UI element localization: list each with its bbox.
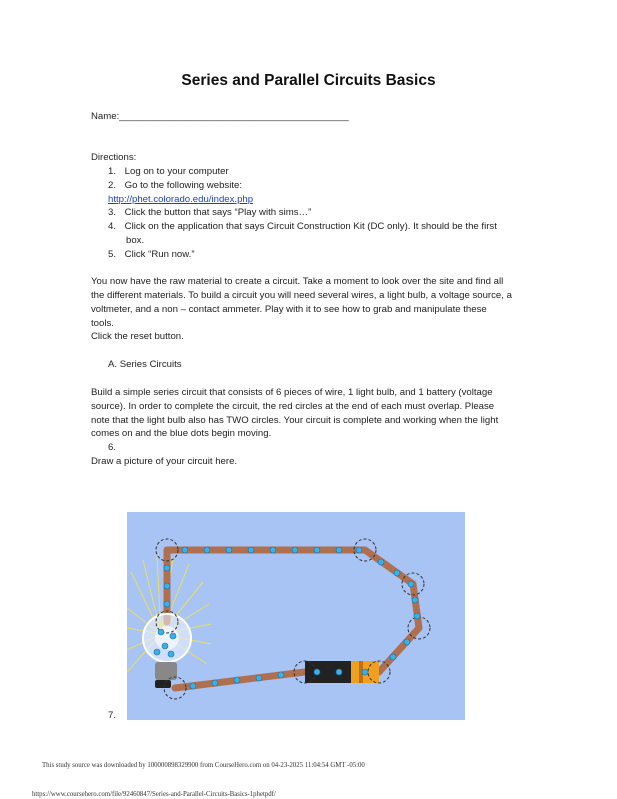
series-line: source). In order to complete the circuit, the red circles at the end of each must overlap. Please <box>91 401 495 412</box>
circuit-screenshot <box>127 512 465 720</box>
step-3 <box>108 206 311 220</box>
section-a-heading: A. Series Circuits <box>108 359 182 370</box>
step-1 <box>108 165 229 179</box>
item-6: 6. <box>108 442 117 453</box>
series-line: Build a simple series circuit that consists of 6 pieces of wire, 1 light bulb, and 1 battery (voltage <box>91 387 493 398</box>
step-4-continuation: box. <box>126 235 145 246</box>
intro-line: tools. <box>91 318 114 329</box>
footer-url-line: https://www.coursehero.com/file/92460847/Series-and-Parallel-Circuits-Basics-1phetpdf/ <box>32 790 276 798</box>
step-4 <box>108 220 497 234</box>
website-row <box>108 193 253 207</box>
intro-line: the different materials. To build a circuit you will need several wires, a light bulb, a voltage source, a <box>91 290 512 301</box>
step-2 <box>108 179 242 193</box>
document-title: Series and Parallel Circuits Basics <box>181 72 436 89</box>
step-text: Log on to your computer <box>124 166 229 177</box>
item-7: 7. <box>108 710 117 721</box>
intro-line: You now have the raw material to create a circuit. Take a moment to look over the site and find all <box>91 276 504 287</box>
step-number: 2. <box>108 180 117 191</box>
intro-line: Click the reset button. <box>91 331 184 342</box>
footer-source-line: This study source was downloaded by 100000898329900 from CourseHero.com on 04-23-2025 11:04:54 GMT -05:00 <box>42 761 365 769</box>
series-line: note that the light bulb also has TWO circles. Your circuit is complete and working when the light <box>91 415 499 426</box>
battery-body <box>305 661 351 683</box>
step-5 <box>108 248 195 262</box>
step-text: Click on the application that says Circuit Construction Kit (DC only). It should be the first <box>124 221 497 232</box>
step-number: 5. <box>108 249 117 260</box>
draw-instruction: Draw a picture of your circuit here. <box>91 456 238 467</box>
name-field-line: Name:___________________________________________ <box>91 111 349 122</box>
website-link[interactable]: http://phet.colorado.edu/index.php <box>108 194 254 205</box>
directions-label: Directions: <box>91 152 137 163</box>
step-text: Click the button that says “Play with sims…” <box>124 207 312 218</box>
step-number: 4. <box>108 221 117 232</box>
intro-line: voltmeter, and a non – contact ammeter. Play with it to see how to grab and manipulate these <box>91 304 487 315</box>
step-text: Click “Run now.” <box>124 249 195 260</box>
step-number: 1. <box>108 166 117 177</box>
series-line: comes on and the blue dots begin moving. <box>91 428 272 439</box>
step-text: Go to the following website: <box>124 180 242 191</box>
step-number: 3. <box>108 207 117 218</box>
